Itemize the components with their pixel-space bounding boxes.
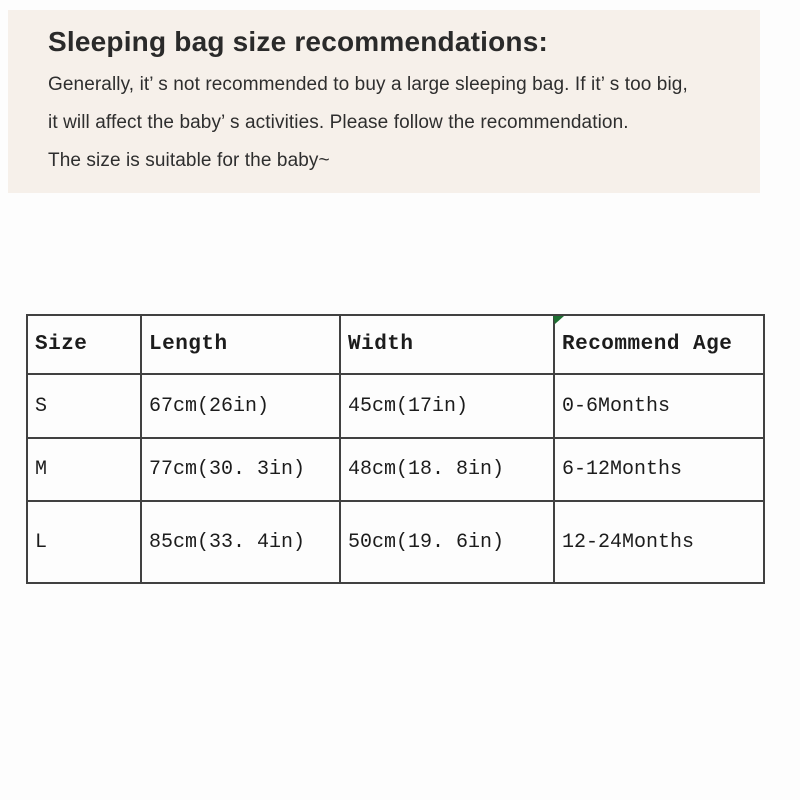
table-row bbox=[27, 438, 764, 501]
cell-length: 77cm(30. 3in) bbox=[141, 438, 340, 501]
table-header-row bbox=[27, 315, 764, 374]
cell-length: 67cm(26in) bbox=[141, 374, 340, 438]
cell-size: L bbox=[27, 501, 141, 583]
cell-size: S bbox=[27, 374, 141, 438]
cell-size: M bbox=[27, 438, 141, 501]
cell-width: 45cm(17in) bbox=[340, 374, 554, 438]
cell-age: 12-24Months bbox=[554, 501, 764, 583]
header-width: Width bbox=[340, 315, 554, 374]
size-table-grid bbox=[26, 314, 765, 584]
panel-line-1: Generally, it’ s not recommended to buy a large sleeping bag. If it’ s too big, bbox=[48, 74, 688, 95]
panel-line-3: The size is suitable for the baby~ bbox=[48, 150, 330, 171]
table-row bbox=[27, 501, 764, 583]
info-panel bbox=[8, 10, 760, 193]
cell-width: 48cm(18. 8in) bbox=[340, 438, 554, 501]
cell-length: 85cm(33. 4in) bbox=[141, 501, 340, 583]
table-row bbox=[27, 374, 764, 438]
cell-age: 0-6Months bbox=[554, 374, 764, 438]
header-recommend-age: Recommend Age bbox=[554, 315, 764, 374]
size-table bbox=[26, 314, 763, 584]
cell-age: 6-12Months bbox=[554, 438, 764, 501]
panel-line-2: it will affect the baby’ s activities. Please follow the recommendation. bbox=[48, 112, 629, 133]
header-size: Size bbox=[27, 315, 141, 374]
header-length: Length bbox=[141, 315, 340, 374]
panel-title: Sleeping bag size recommendations: bbox=[48, 26, 549, 57]
cell-width: 50cm(19. 6in) bbox=[340, 501, 554, 583]
